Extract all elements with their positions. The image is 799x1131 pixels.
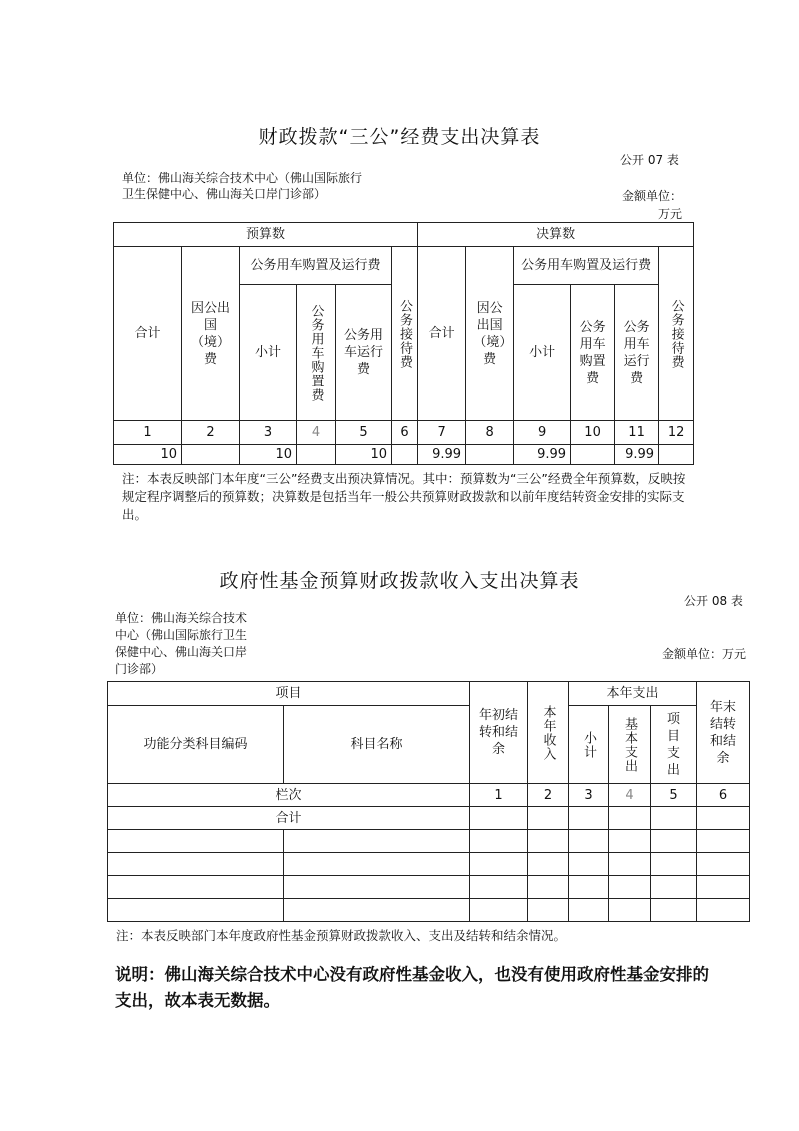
colnum: 8 [466, 421, 514, 445]
table07-title: 财政拨款“三公”经费支出决算表 [258, 126, 541, 148]
header-budget-reception: 公务接待费 [392, 247, 418, 421]
row-label-order: 栏次 [108, 784, 470, 807]
header-end-balance: 年末结转和结余 [697, 682, 750, 784]
colnum: 3 [240, 421, 297, 445]
table-row [108, 830, 750, 853]
row-total-label: 合计 [108, 807, 470, 830]
empty-cell [651, 807, 697, 830]
header-final-reception: 公务接待费 [659, 247, 694, 421]
header-expense: 本年支出 [569, 682, 697, 706]
header-budget-subtotal: 小计 [240, 285, 297, 421]
table-row [108, 899, 750, 922]
table07 [113, 222, 694, 465]
header-final-abroad: 因公出国（境）费 [466, 247, 514, 421]
value-cell [571, 445, 615, 465]
table07-unit-label: 单位：佛山海关综合技术中心（佛山国际旅行卫生保健中心、佛山海关口岸门诊部） [122, 171, 363, 201]
header-budget-total: 合计 [114, 247, 182, 421]
colnum: 1 [114, 421, 182, 445]
header-basic: 基本支出 [609, 706, 651, 784]
header-final-subtotal: 小计 [514, 285, 571, 421]
table08-unit-label: 单位：佛山海关综合技术中心（佛山国际旅行卫生保健中心、佛山海关口岸门诊部） [115, 611, 248, 676]
table07-number-row [114, 421, 694, 445]
colnum: 3 [569, 784, 609, 807]
value-cell: 9.99 [418, 445, 466, 465]
table-row [108, 853, 750, 876]
colnum: 4 [297, 421, 336, 445]
table08 [107, 681, 750, 922]
value-cell: 9.99 [615, 445, 659, 465]
value-cell: 9.99 [514, 445, 571, 465]
header-final-car-buy: 公务用车购置费 [571, 285, 615, 421]
value-cell: 10 [114, 445, 182, 465]
value-cell [466, 445, 514, 465]
value-cell: 10 [240, 445, 297, 465]
header-budget-car-buy: 公务用车购置费 [297, 285, 336, 421]
header-begin-balance: 年初结转和结余 [470, 682, 528, 784]
header-budget-car-run: 公务用车运行费 [336, 285, 392, 421]
header-subject-name: 科目名称 [284, 706, 470, 784]
empty-cell [697, 807, 750, 830]
header-item: 项目 [108, 682, 470, 706]
colnum: 2 [182, 421, 240, 445]
colnum: 7 [418, 421, 466, 445]
table08-note: 注：本表反映部门本年度政府性基金预算财政拨款收入、支出及结转和结余情况。 [116, 928, 567, 943]
header-budget-car: 公务用车购置及运行费 [240, 247, 392, 285]
header-project: 项目支出 [651, 706, 697, 784]
header-final: 决算数 [418, 223, 694, 247]
colnum: 5 [336, 421, 392, 445]
table07-amount-unit2: 万元 [658, 207, 683, 221]
table07-amount-unit: 金额单位： [622, 189, 683, 203]
empty-cell [470, 807, 528, 830]
header-budget: 预算数 [114, 223, 418, 247]
table07-value-row [114, 445, 694, 465]
table08-number-row [108, 784, 750, 807]
colnum: 6 [392, 421, 418, 445]
header-final-car-run: 公务用车运行费 [615, 285, 659, 421]
table08-code: 公开 08 表 [684, 594, 743, 608]
header-income: 本年收入 [528, 682, 569, 784]
empty-cell [528, 807, 569, 830]
value-cell [659, 445, 694, 465]
header-subtotal: 小计 [569, 706, 609, 784]
colnum: 12 [659, 421, 694, 445]
header-final-total: 合计 [418, 247, 466, 421]
header-final-car: 公务用车购置及运行费 [514, 247, 659, 285]
value-cell [392, 445, 418, 465]
colnum: 11 [615, 421, 659, 445]
table08-title: 政府性基金预算财政拨款收入支出决算表 [219, 570, 580, 592]
table08-amount-unit: 金额单位：万元 [662, 647, 747, 661]
colnum: 10 [571, 421, 615, 445]
colnum: 6 [697, 784, 750, 807]
colnum: 4 [609, 784, 651, 807]
colnum: 9 [514, 421, 571, 445]
header-budget-abroad: 因公出国（境）费 [182, 247, 240, 421]
value-cell [182, 445, 240, 465]
table08-total-row [108, 807, 750, 830]
table07-code: 公开 07 表 [620, 153, 679, 167]
value-cell: 10 [336, 445, 392, 465]
value-cell [297, 445, 336, 465]
colnum: 1 [470, 784, 528, 807]
header-func-code: 功能分类科目编码 [108, 706, 284, 784]
table07-note: 注：本表反映部门本年度“三公”经费支出预决算情况。其中：预算数为“三公”经费全年预算数，反映按规定程序调整后的预算数；决算数是包括当年一般公共预算财政拨款和以前年度结转资金安排的实际支出。 [122, 471, 686, 522]
empty-cell [569, 807, 609, 830]
colnum: 2 [528, 784, 569, 807]
empty-cell [609, 807, 651, 830]
statement: 说明：佛山海关综合技术中心没有政府性基金收入，也没有使用政府性基金安排的支出，故本表无数据。 [115, 965, 709, 1010]
colnum: 5 [651, 784, 697, 807]
table-row [108, 876, 750, 899]
